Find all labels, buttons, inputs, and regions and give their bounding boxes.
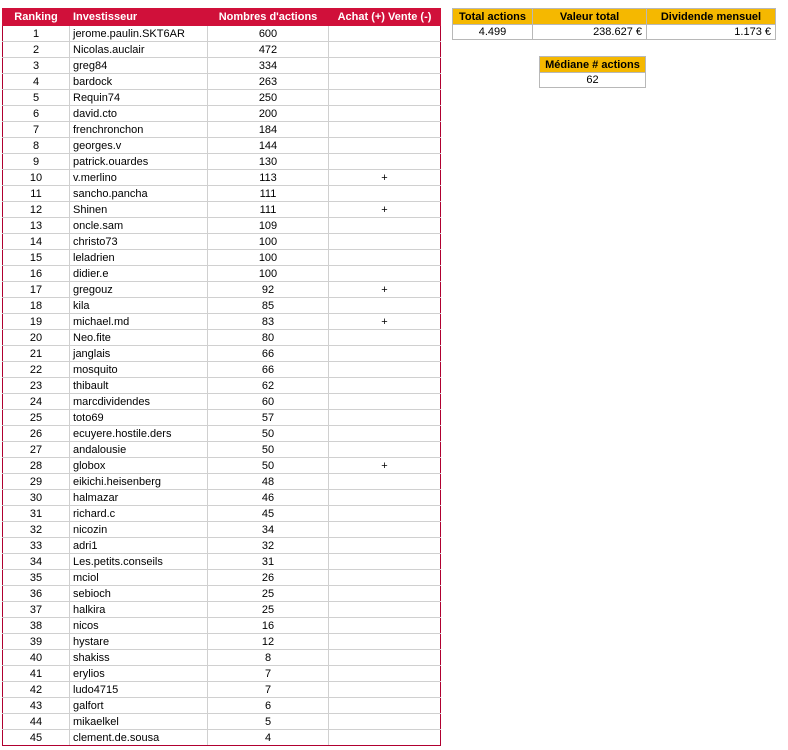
- shares-cell[interactable]: 34: [208, 522, 329, 538]
- shares-cell[interactable]: 31: [208, 554, 329, 570]
- table-row: [3, 554, 441, 570]
- table-row: [3, 314, 441, 330]
- buy-sell-cell[interactable]: [329, 330, 441, 346]
- buy-sell-cell[interactable]: [329, 586, 441, 602]
- shares-cell[interactable]: 109: [208, 218, 329, 234]
- investor-cell[interactable]: Les.petits.conseils: [70, 554, 208, 570]
- investor-cell[interactable]: Shinen: [70, 202, 208, 218]
- rank-cell[interactable]: 29: [3, 474, 70, 490]
- table-row: [3, 634, 441, 650]
- investor-cell[interactable]: nicos: [70, 618, 208, 634]
- shares-cell[interactable]: 32: [208, 538, 329, 554]
- buy-sell-cell[interactable]: [329, 506, 441, 522]
- shares-cell[interactable]: 50: [208, 426, 329, 442]
- investor-cell[interactable]: david.cto: [70, 106, 208, 122]
- rank-cell[interactable]: 4: [3, 74, 70, 90]
- investor-cell[interactable]: halmazar: [70, 490, 208, 506]
- total-actions-value[interactable]: 4.499: [453, 25, 533, 40]
- investor-cell[interactable]: frenchronchon: [70, 122, 208, 138]
- shares-cell[interactable]: 130: [208, 154, 329, 170]
- buy-sell-cell[interactable]: [329, 410, 441, 426]
- rank-cell[interactable]: 6: [3, 106, 70, 122]
- investor-cell[interactable]: richard.c: [70, 506, 208, 522]
- rank-cell[interactable]: 17: [3, 282, 70, 298]
- buy-sell-cell[interactable]: [329, 90, 441, 106]
- rank-cell[interactable]: 11: [3, 186, 70, 202]
- median-value-row: [540, 73, 646, 88]
- shares-cell[interactable]: 8: [208, 650, 329, 666]
- rank-cell[interactable]: 25: [3, 410, 70, 426]
- investor-cell[interactable]: galfort: [70, 698, 208, 714]
- rank-cell[interactable]: 3: [3, 58, 70, 74]
- table-row: [3, 330, 441, 346]
- buy-sell-cell[interactable]: [329, 362, 441, 378]
- investor-cell[interactable]: adri1: [70, 538, 208, 554]
- shares-cell[interactable]: 83: [208, 314, 329, 330]
- buy-sell-cell[interactable]: +: [329, 282, 441, 298]
- investor-cell[interactable]: halkira: [70, 602, 208, 618]
- investor-cell[interactable]: georges.v: [70, 138, 208, 154]
- rank-cell[interactable]: 28: [3, 458, 70, 474]
- rank-cell[interactable]: 42: [3, 682, 70, 698]
- shares-cell[interactable]: 92: [208, 282, 329, 298]
- table-row: [3, 170, 441, 186]
- shares-cell[interactable]: 26: [208, 570, 329, 586]
- shares-cell[interactable]: 80: [208, 330, 329, 346]
- table-row: [3, 586, 441, 602]
- investor-cell[interactable]: clement.de.sousa: [70, 730, 208, 746]
- buy-sell-cell[interactable]: [329, 42, 441, 58]
- buy-sell-cell[interactable]: [329, 426, 441, 442]
- rank-cell[interactable]: 44: [3, 714, 70, 730]
- rank-cell[interactable]: 22: [3, 362, 70, 378]
- rank-cell[interactable]: 27: [3, 442, 70, 458]
- table-row: [3, 90, 441, 106]
- buy-sell-cell[interactable]: [329, 106, 441, 122]
- investor-cell[interactable]: nicozin: [70, 522, 208, 538]
- shares-cell[interactable]: 100: [208, 234, 329, 250]
- shares-cell[interactable]: 66: [208, 362, 329, 378]
- rank-cell[interactable]: 35: [3, 570, 70, 586]
- buy-sell-cell[interactable]: [329, 218, 441, 234]
- investor-cell[interactable]: mciol: [70, 570, 208, 586]
- buy-sell-cell[interactable]: [329, 442, 441, 458]
- rank-cell[interactable]: 13: [3, 218, 70, 234]
- investor-cell[interactable]: sebioch: [70, 586, 208, 602]
- table-row: [3, 442, 441, 458]
- table-row: [3, 650, 441, 666]
- shares-cell[interactable]: 50: [208, 458, 329, 474]
- table-row: [3, 618, 441, 634]
- buy-sell-cell[interactable]: [329, 346, 441, 362]
- header-total-actions[interactable]: Total actions: [453, 9, 533, 25]
- valeur-total-value[interactable]: 238.627 €: [533, 25, 647, 40]
- investor-cell[interactable]: ludo4715: [70, 682, 208, 698]
- investor-cell[interactable]: jerome.paulin.SKT6AR: [70, 26, 208, 42]
- shares-cell[interactable]: 113: [208, 170, 329, 186]
- shares-cell[interactable]: 100: [208, 250, 329, 266]
- table-row: [3, 394, 441, 410]
- rank-cell[interactable]: 34: [3, 554, 70, 570]
- shares-cell[interactable]: 62: [208, 378, 329, 394]
- investor-cell[interactable]: mikaelkel: [70, 714, 208, 730]
- investor-cell[interactable]: bardock: [70, 74, 208, 90]
- rank-cell[interactable]: 8: [3, 138, 70, 154]
- shares-cell[interactable]: 111: [208, 202, 329, 218]
- investor-cell[interactable]: sancho.pancha: [70, 186, 208, 202]
- shares-cell[interactable]: 85: [208, 298, 329, 314]
- table-row: [3, 218, 441, 234]
- shares-cell[interactable]: 4: [208, 730, 329, 746]
- rank-cell[interactable]: 36: [3, 586, 70, 602]
- header-achat-vente[interactable]: Achat (+) Vente (-): [329, 9, 441, 26]
- shares-cell[interactable]: 6: [208, 698, 329, 714]
- buy-sell-cell[interactable]: [329, 122, 441, 138]
- investor-cell[interactable]: christo73: [70, 234, 208, 250]
- buy-sell-cell[interactable]: [329, 234, 441, 250]
- investor-cell[interactable]: hystare: [70, 634, 208, 650]
- rank-cell[interactable]: 38: [3, 618, 70, 634]
- shares-cell[interactable]: 16: [208, 618, 329, 634]
- investor-cell[interactable]: mosquito: [70, 362, 208, 378]
- buy-sell-cell[interactable]: [329, 154, 441, 170]
- buy-sell-cell[interactable]: [329, 58, 441, 74]
- rank-cell[interactable]: 15: [3, 250, 70, 266]
- shares-cell[interactable]: 334: [208, 58, 329, 74]
- buy-sell-cell[interactable]: [329, 714, 441, 730]
- rank-cell[interactable]: 10: [3, 170, 70, 186]
- shares-cell[interactable]: 144: [208, 138, 329, 154]
- investor-cell[interactable]: Neo.fite: [70, 330, 208, 346]
- buy-sell-cell[interactable]: [329, 538, 441, 554]
- rank-cell[interactable]: 7: [3, 122, 70, 138]
- ranking-header-row: [3, 9, 441, 26]
- table-row: [3, 266, 441, 282]
- buy-sell-cell[interactable]: [329, 570, 441, 586]
- table-row: [3, 538, 441, 554]
- buy-sell-cell[interactable]: +: [329, 202, 441, 218]
- buy-sell-cell[interactable]: [329, 298, 441, 314]
- rank-cell[interactable]: 26: [3, 426, 70, 442]
- buy-sell-cell[interactable]: [329, 250, 441, 266]
- mediane-actions-value[interactable]: 62: [540, 73, 646, 88]
- buy-sell-cell[interactable]: [329, 522, 441, 538]
- shares-cell[interactable]: 5: [208, 714, 329, 730]
- rank-cell[interactable]: 14: [3, 234, 70, 250]
- investor-cell[interactable]: Requin74: [70, 90, 208, 106]
- header-dividende-mensuel[interactable]: Dividende mensuel: [647, 9, 776, 25]
- header-nombres-actions[interactable]: Nombres d'actions: [208, 9, 329, 26]
- rank-cell[interactable]: 33: [3, 538, 70, 554]
- buy-sell-cell[interactable]: [329, 730, 441, 746]
- investor-cell[interactable]: oncle.sam: [70, 218, 208, 234]
- buy-sell-cell[interactable]: [329, 650, 441, 666]
- shares-cell[interactable]: 600: [208, 26, 329, 42]
- rank-cell[interactable]: 18: [3, 298, 70, 314]
- investor-cell[interactable]: marcdividendes: [70, 394, 208, 410]
- shares-cell[interactable]: 46: [208, 490, 329, 506]
- investor-cell[interactable]: Nicolas.auclair: [70, 42, 208, 58]
- median-table: [539, 56, 646, 88]
- table-row: [3, 698, 441, 714]
- investor-cell[interactable]: michael.md: [70, 314, 208, 330]
- investor-cell[interactable]: didier.e: [70, 266, 208, 282]
- investor-cell[interactable]: shakiss: [70, 650, 208, 666]
- buy-sell-cell[interactable]: [329, 602, 441, 618]
- investor-cell[interactable]: toto69: [70, 410, 208, 426]
- buy-sell-cell[interactable]: [329, 666, 441, 682]
- ranking-body: [3, 26, 441, 746]
- investor-cell[interactable]: ecuyere.hostile.ders: [70, 426, 208, 442]
- table-row: [3, 522, 441, 538]
- shares-cell[interactable]: 250: [208, 90, 329, 106]
- table-row: [3, 714, 441, 730]
- table-row: [3, 426, 441, 442]
- shares-cell[interactable]: 7: [208, 682, 329, 698]
- table-row: [3, 666, 441, 682]
- totals-value-row: [453, 25, 776, 40]
- dividende-mensuel-value[interactable]: 1.173 €: [647, 25, 776, 40]
- shares-cell[interactable]: 12: [208, 634, 329, 650]
- header-investisseur[interactable]: Investisseur: [70, 9, 208, 26]
- table-row: [3, 58, 441, 74]
- table-row: [3, 458, 441, 474]
- rank-cell[interactable]: 31: [3, 506, 70, 522]
- totals-header-row: [453, 9, 776, 25]
- table-row: [3, 282, 441, 298]
- median-header-row: [540, 57, 646, 73]
- table-row: [3, 410, 441, 426]
- rank-cell[interactable]: 2: [3, 42, 70, 58]
- table-row: [3, 154, 441, 170]
- shares-cell[interactable]: 25: [208, 586, 329, 602]
- investor-cell[interactable]: patrick.ouardes: [70, 154, 208, 170]
- shares-cell[interactable]: 66: [208, 346, 329, 362]
- rank-cell[interactable]: 16: [3, 266, 70, 282]
- table-row: [3, 42, 441, 58]
- investor-cell[interactable]: kila: [70, 298, 208, 314]
- buy-sell-cell[interactable]: [329, 618, 441, 634]
- table-row: [3, 362, 441, 378]
- investor-cell[interactable]: janglais: [70, 346, 208, 362]
- investor-cell[interactable]: v.merlino: [70, 170, 208, 186]
- rank-cell[interactable]: 5: [3, 90, 70, 106]
- buy-sell-cell[interactable]: [329, 394, 441, 410]
- table-row: [3, 570, 441, 586]
- table-row: [3, 602, 441, 618]
- shares-cell[interactable]: 263: [208, 74, 329, 90]
- buy-sell-cell[interactable]: [329, 698, 441, 714]
- rank-cell[interactable]: 41: [3, 666, 70, 682]
- buy-sell-cell[interactable]: [329, 634, 441, 650]
- table-row: [3, 202, 441, 218]
- table-row: [3, 346, 441, 362]
- rank-cell[interactable]: 40: [3, 650, 70, 666]
- buy-sell-cell[interactable]: +: [329, 170, 441, 186]
- table-row: [3, 138, 441, 154]
- shares-cell[interactable]: 472: [208, 42, 329, 58]
- table-row: [3, 682, 441, 698]
- investor-cell[interactable]: andalousie: [70, 442, 208, 458]
- rank-cell[interactable]: 30: [3, 490, 70, 506]
- rank-cell[interactable]: 32: [3, 522, 70, 538]
- buy-sell-cell[interactable]: [329, 186, 441, 202]
- table-row: [3, 186, 441, 202]
- shares-cell[interactable]: 48: [208, 474, 329, 490]
- table-row: [3, 74, 441, 90]
- rank-cell[interactable]: 43: [3, 698, 70, 714]
- rank-cell[interactable]: 1: [3, 26, 70, 42]
- shares-cell[interactable]: 25: [208, 602, 329, 618]
- buy-sell-cell[interactable]: [329, 74, 441, 90]
- rank-cell[interactable]: 12: [3, 202, 70, 218]
- shares-cell[interactable]: 111: [208, 186, 329, 202]
- header-ranking[interactable]: Ranking: [3, 9, 70, 26]
- table-row: [3, 298, 441, 314]
- investor-cell[interactable]: greg84: [70, 58, 208, 74]
- buy-sell-cell[interactable]: +: [329, 314, 441, 330]
- table-row: [3, 26, 441, 42]
- header-valeur-total[interactable]: Valeur total: [533, 9, 647, 25]
- shares-cell[interactable]: 200: [208, 106, 329, 122]
- buy-sell-cell[interactable]: [329, 474, 441, 490]
- investor-cell[interactable]: globox: [70, 458, 208, 474]
- table-row: [3, 490, 441, 506]
- table-row: [3, 122, 441, 138]
- buy-sell-cell[interactable]: [329, 26, 441, 42]
- buy-sell-cell[interactable]: [329, 554, 441, 570]
- table-row: [3, 250, 441, 266]
- shares-cell[interactable]: 57: [208, 410, 329, 426]
- table-row: [3, 474, 441, 490]
- buy-sell-cell[interactable]: [329, 490, 441, 506]
- buy-sell-cell[interactable]: [329, 378, 441, 394]
- rank-cell[interactable]: 21: [3, 346, 70, 362]
- rank-cell[interactable]: 37: [3, 602, 70, 618]
- table-row: [3, 234, 441, 250]
- rank-cell[interactable]: 39: [3, 634, 70, 650]
- rank-cell[interactable]: 20: [3, 330, 70, 346]
- investor-cell[interactable]: leladrien: [70, 250, 208, 266]
- buy-sell-cell[interactable]: [329, 266, 441, 282]
- rank-cell[interactable]: 19: [3, 314, 70, 330]
- shares-cell[interactable]: 45: [208, 506, 329, 522]
- shares-cell[interactable]: 60: [208, 394, 329, 410]
- header-mediane-actions[interactable]: Médiane # actions: [540, 57, 646, 73]
- rank-cell[interactable]: 23: [3, 378, 70, 394]
- ranking-table: [2, 8, 441, 746]
- buy-sell-cell[interactable]: +: [329, 458, 441, 474]
- rank-cell[interactable]: 24: [3, 394, 70, 410]
- buy-sell-cell[interactable]: [329, 138, 441, 154]
- investor-cell[interactable]: thibault: [70, 378, 208, 394]
- totals-table: [452, 8, 776, 40]
- shares-cell[interactable]: 7: [208, 666, 329, 682]
- rank-cell[interactable]: 45: [3, 730, 70, 746]
- table-row: [3, 506, 441, 522]
- table-row: [3, 730, 441, 746]
- rank-cell[interactable]: 9: [3, 154, 70, 170]
- shares-cell[interactable]: 100: [208, 266, 329, 282]
- buy-sell-cell[interactable]: [329, 682, 441, 698]
- table-row: [3, 378, 441, 394]
- shares-cell[interactable]: 50: [208, 442, 329, 458]
- investor-cell[interactable]: eikichi.heisenberg: [70, 474, 208, 490]
- investor-cell[interactable]: erylios: [70, 666, 208, 682]
- shares-cell[interactable]: 184: [208, 122, 329, 138]
- investor-cell[interactable]: gregouz: [70, 282, 208, 298]
- table-row: [3, 106, 441, 122]
